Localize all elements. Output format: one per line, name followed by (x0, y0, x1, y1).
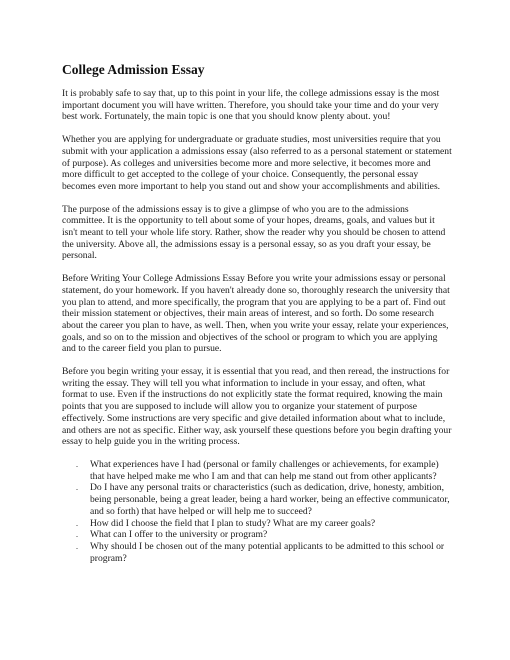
essay-page (62, 62, 452, 564)
question-text: How did I choose the field that I plan to study? What are my career goals? (90, 517, 376, 529)
bullet-marker: . (76, 530, 78, 540)
question-list (62, 459, 452, 564)
bullet-marker: . (76, 541, 78, 551)
question-text: What experiences have I had (personal or family challenges or achievements, for example) that have helped make me who I am and that can help me stand out from other applicants? (90, 458, 439, 482)
list-item (62, 529, 452, 541)
bullet-marker: . (76, 483, 78, 493)
list-item (62, 482, 452, 517)
paragraph-requirements: Whether you are applying for undergraduate or graduate studies, most universities require that you submit with your application a admissions essay (also referred to as a personal statement or statement of purpose). As colleges and universities become more and more selective, it becomes more and more difficult to get accepted to the college of your choice. Consequently, the personal essay becomes even more important to help you stand out and show your accomplishments and abilities. (62, 134, 452, 192)
list-item (62, 518, 452, 530)
paragraph-instructions: Before you begin writing your essay, it is essential that you read, and then reread, the instructions for writing the essay. They will tell you what information to include in your essay, and often, what format to use. Even if the instructions do not explicitly state the format required, knowing the main points that you are supposed to include will allow you to organize your statement of purpose effectively. Some instructions are very specific and give detailed information about what to include, and others are not as specific. Either way, ask yourself these questions before you begin drafting your essay to help guide you in the writing process. (62, 366, 452, 448)
list-item (62, 459, 452, 482)
bullet-marker: . (76, 518, 78, 528)
question-text: What can I offer to the university or program? (90, 529, 268, 541)
bullet-marker: . (76, 459, 78, 469)
paragraph-purpose: The purpose of the admissions essay is to give a glimpse of who you are to the admissions committee. It is the opportunity to tell about some of your hopes, dreams, goals, and values but it isn't meant to tell your whole life story. Rather, show the reader why you should be chosen to attend the university. Above all, the admissions essay is a personal essay, so as you draft your essay, be personal. (62, 203, 446, 262)
paragraph-before-writing: Before Writing Your College Admissions Essay Before you write your admissions essay or personal statement, do your homework. If you haven't already done so, thoroughly research the university that you plan to attend, and more specifically, the program that you are applying to be a part of. Find out their mission statement or objectives, their main areas of interest, and so forth. Do some research about the career you plan to have, as well. Then, when you write your essay, relate your experiences, goals, and so on to the mission and objectives of the school or program to which you are applying and to the career field you plan to pursue. (62, 273, 450, 355)
list-item (62, 541, 452, 564)
question-text: Do I have any personal traits or characteristics (such as dedication, drive, honesty, ambition, being personable, being a great leader, being a hard worker, being an effective communicator, and so forth) that have helped or will help me to succeed? (90, 482, 450, 517)
essay-title: College Admission Essay (62, 62, 205, 77)
paragraph-intro: It is probably safe to say that, up to this point in your life, the college admissions essay is the most important document you will have written. Therefore, you should take your time and do your very best work. Fortunately, the main topic is one that you should know plenty about. you! (62, 88, 440, 123)
question-text: Why should I be chosen out of the many potential applicants to be admitted to this school or program? (90, 540, 445, 564)
